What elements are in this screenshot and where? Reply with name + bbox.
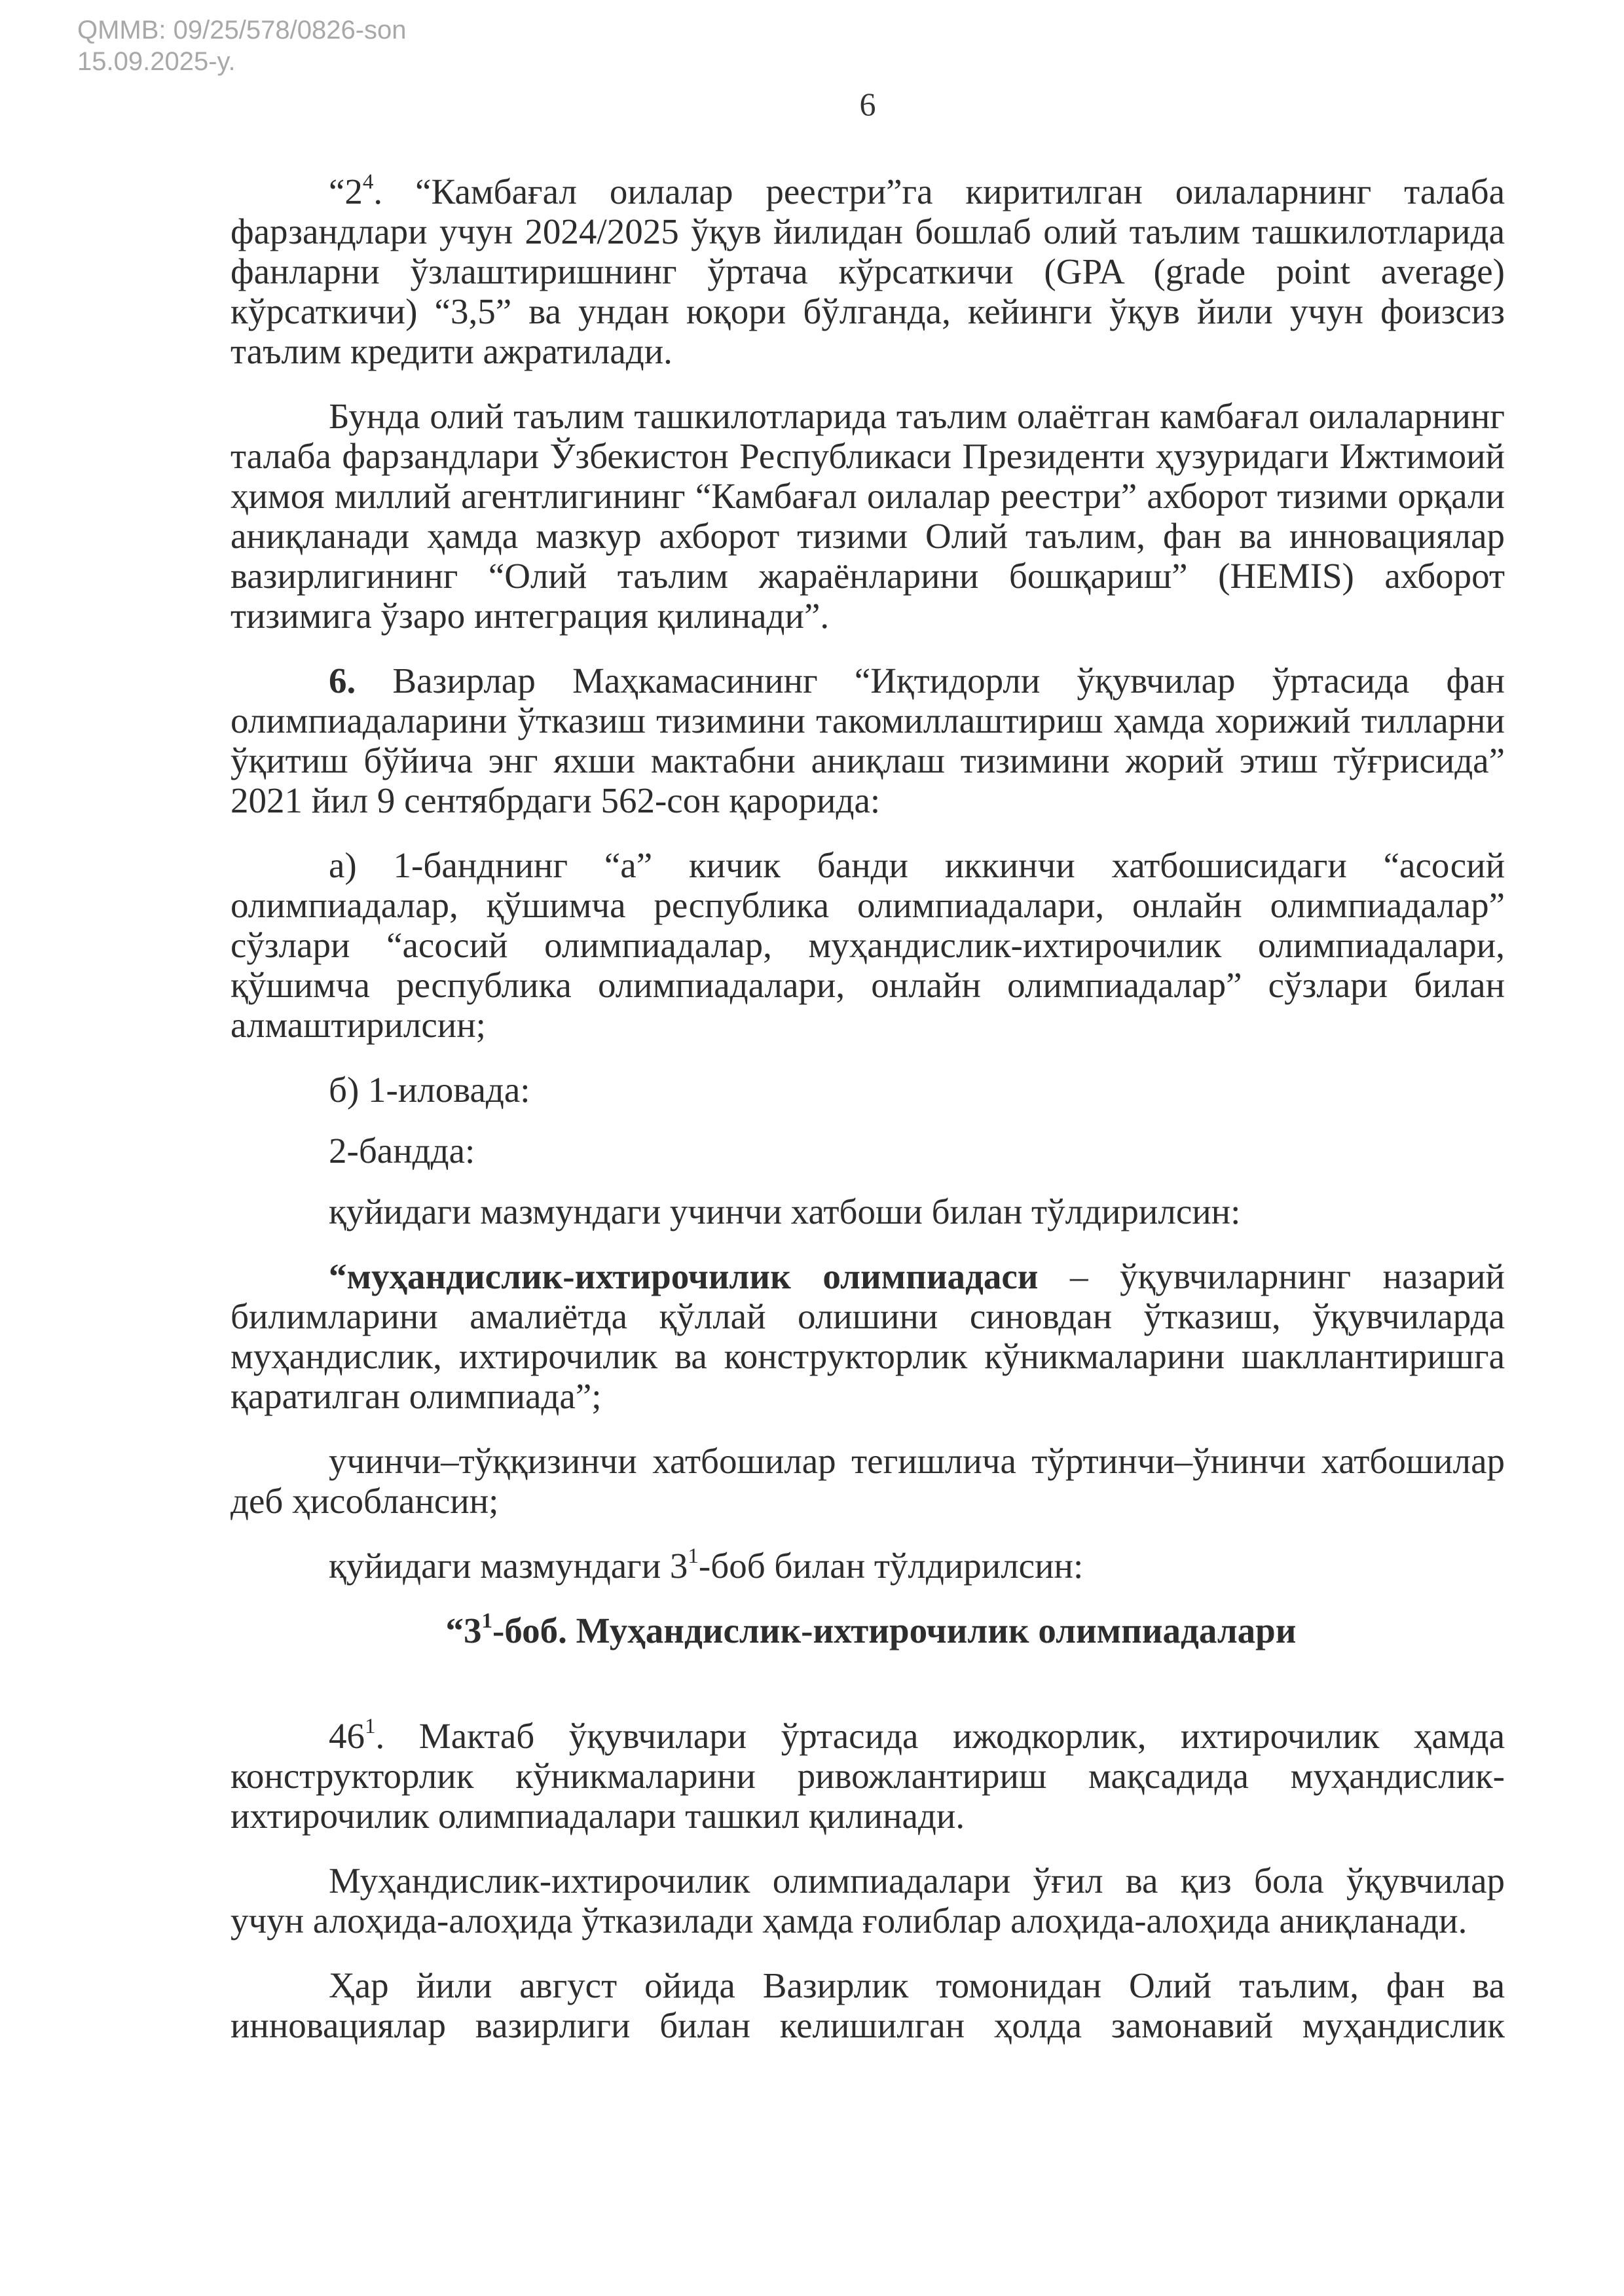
registration-stamp [77, 14, 407, 77]
paragraph-poor-families-registry: Бунда олий таълим ташкилотларида таълим олаётган камбағал оилаларнинг талаба фарзандлари Ўзбекистон Республикаси Президенти ҳузуридаги Ижтимоий ҳимоя миллий агентлигининг “Камбағал оилалар реестри” ахборот тизими орқали аниқланади ҳамда мазкур ахборот тизими Олий таълим, фан ва инновациялар вазирлигининг “Олий таълим жараёнларини бошқариш” (HEMIS) ахборот тизимига ўзаро интеграция қилинади”. [231, 396, 1505, 636]
item-number: 6. [329, 661, 356, 701]
clause-number: “2 [329, 172, 363, 211]
paragraph-annual-august: Ҳар йили август ойида Вазирлик томонидан Олий таълим, фан ва инновациялар вазирлиги билан келишилган ҳолда замонавий муҳандислик [231, 1965, 1505, 2045]
paragraph-2-4-amendment [231, 172, 1505, 371]
defined-term: “муҳандислик-ихтирочилик олимпиадаси [329, 1256, 1039, 1296]
chapter-title: -боб. Муҳандислик-ихтирочилик олимпиадалари [492, 1611, 1297, 1650]
chapter-superscript: 1 [481, 1609, 493, 1633]
document-body [231, 172, 1505, 2070]
clause-superscript: 1 [365, 1714, 376, 1738]
chapter-superscript: 1 [688, 1544, 699, 1568]
paragraph-add-third-line: қуйидаги мазмундаги учинчи хатбоши билан тўлдирилсин: [329, 1192, 1241, 1231]
page-number: 6 [859, 86, 876, 122]
paragraph-definition [231, 1256, 1505, 1416]
paragraph-item-2: 2-бандда: [329, 1131, 475, 1171]
clause-superscript: 4 [362, 170, 374, 194]
paragraph-separate-olympiads: Муҳандислик-ихтирочилик олимпиадалари ўғил ва қиз бола ўқувчилар учун алоҳида-алоҳида ўтказилади ҳамда ғолиблар алоҳида-алоҳида аниқланади. [231, 1861, 1505, 1941]
paragraph-text: – ўқувчиларнинг назарий билимларини амалиётда қўллай олишини синовдан ўтказиш, ўқувчиларда муҳандислик, ихтирочилик ва конструкторлик кўникмаларини шакллантиришга қаратилган олимпиада”; [231, 1256, 1505, 1416]
paragraph-text: қуйидаги мазмундаги 3 [329, 1546, 688, 1586]
paragraph-item-6 [231, 661, 1505, 820]
paragraph-text: Вазирлар Маҳкамасининг “Иқтидорли ўқувчилар ўртасида фан олимпиадаларини ўтказиш тизимини такомиллаштириш ҳамда хорижий тилларни ўқитиш бўйича энг яхши мактабни аниқлаш тизимини жорий этиш тўғрисида” 2021 йил 9 сентябрдаги 562-сон қарорида: [231, 661, 1505, 820]
chapter-number: “3 [445, 1611, 482, 1650]
paragraph-text: . “Камбағал оилалар реестри”га киритилган оилаларнинг талаба фарзандлари учун 2024/2025 ўқув йилидан бошлаб олий таълим ташкилотларида фанларни ўзлаштиришнинг ўртача кўрсаткичи (GPA (grade point average) кўрсаткичи) “3,5” ва ундан юқори бўлганда, кейинги ўқув йили учун фоизсиз таълим кредити ажратилади. [231, 172, 1505, 371]
paragraph-subitem-b: б) 1-иловада: [329, 1070, 530, 1110]
paragraph-text: -боб билан тўлдирилсин: [698, 1546, 1084, 1586]
paragraph-subitem-a: а) 1-банднинг “а” кичик банди иккинчи хатбошисидаги “асосий олимпиадалар, қўшимча республика олимпиадалари, онлайн олимпиадалар” сўзлари “асосий олимпиадалар, муҳандислик-ихтирочилик олимпиадалари, қўшимча республика олимпиадалари, онлайн олимпиадалар” сўзлари билан алмаштирилсин; [231, 845, 1505, 1045]
paragraph-46-1 [231, 1716, 1505, 1836]
registration-date: 15.09.2025-y. [77, 47, 236, 76]
clause-number: 46 [329, 1716, 365, 1756]
paragraph-renumber: учинчи–тўққизинчи хатбошилар тегишлича тўртинчи–ўнинчи хатбошилар деб ҳисоблансин; [231, 1441, 1505, 1521]
paragraph-text: . Мактаб ўқувчилари ўртасида ижодкорлик, ихтирочилик ҳамда конструкторлик кўникмаларини ривожлантириш мақсадида муҳандислик-ихтирочилик олимпиадалари ташкил қилинади. [231, 1716, 1505, 1836]
chapter-heading [231, 1611, 1505, 1650]
registration-number: QMMB: 09/25/578/0826-son [77, 16, 407, 45]
paragraph-add-chapter [231, 1546, 1505, 1586]
